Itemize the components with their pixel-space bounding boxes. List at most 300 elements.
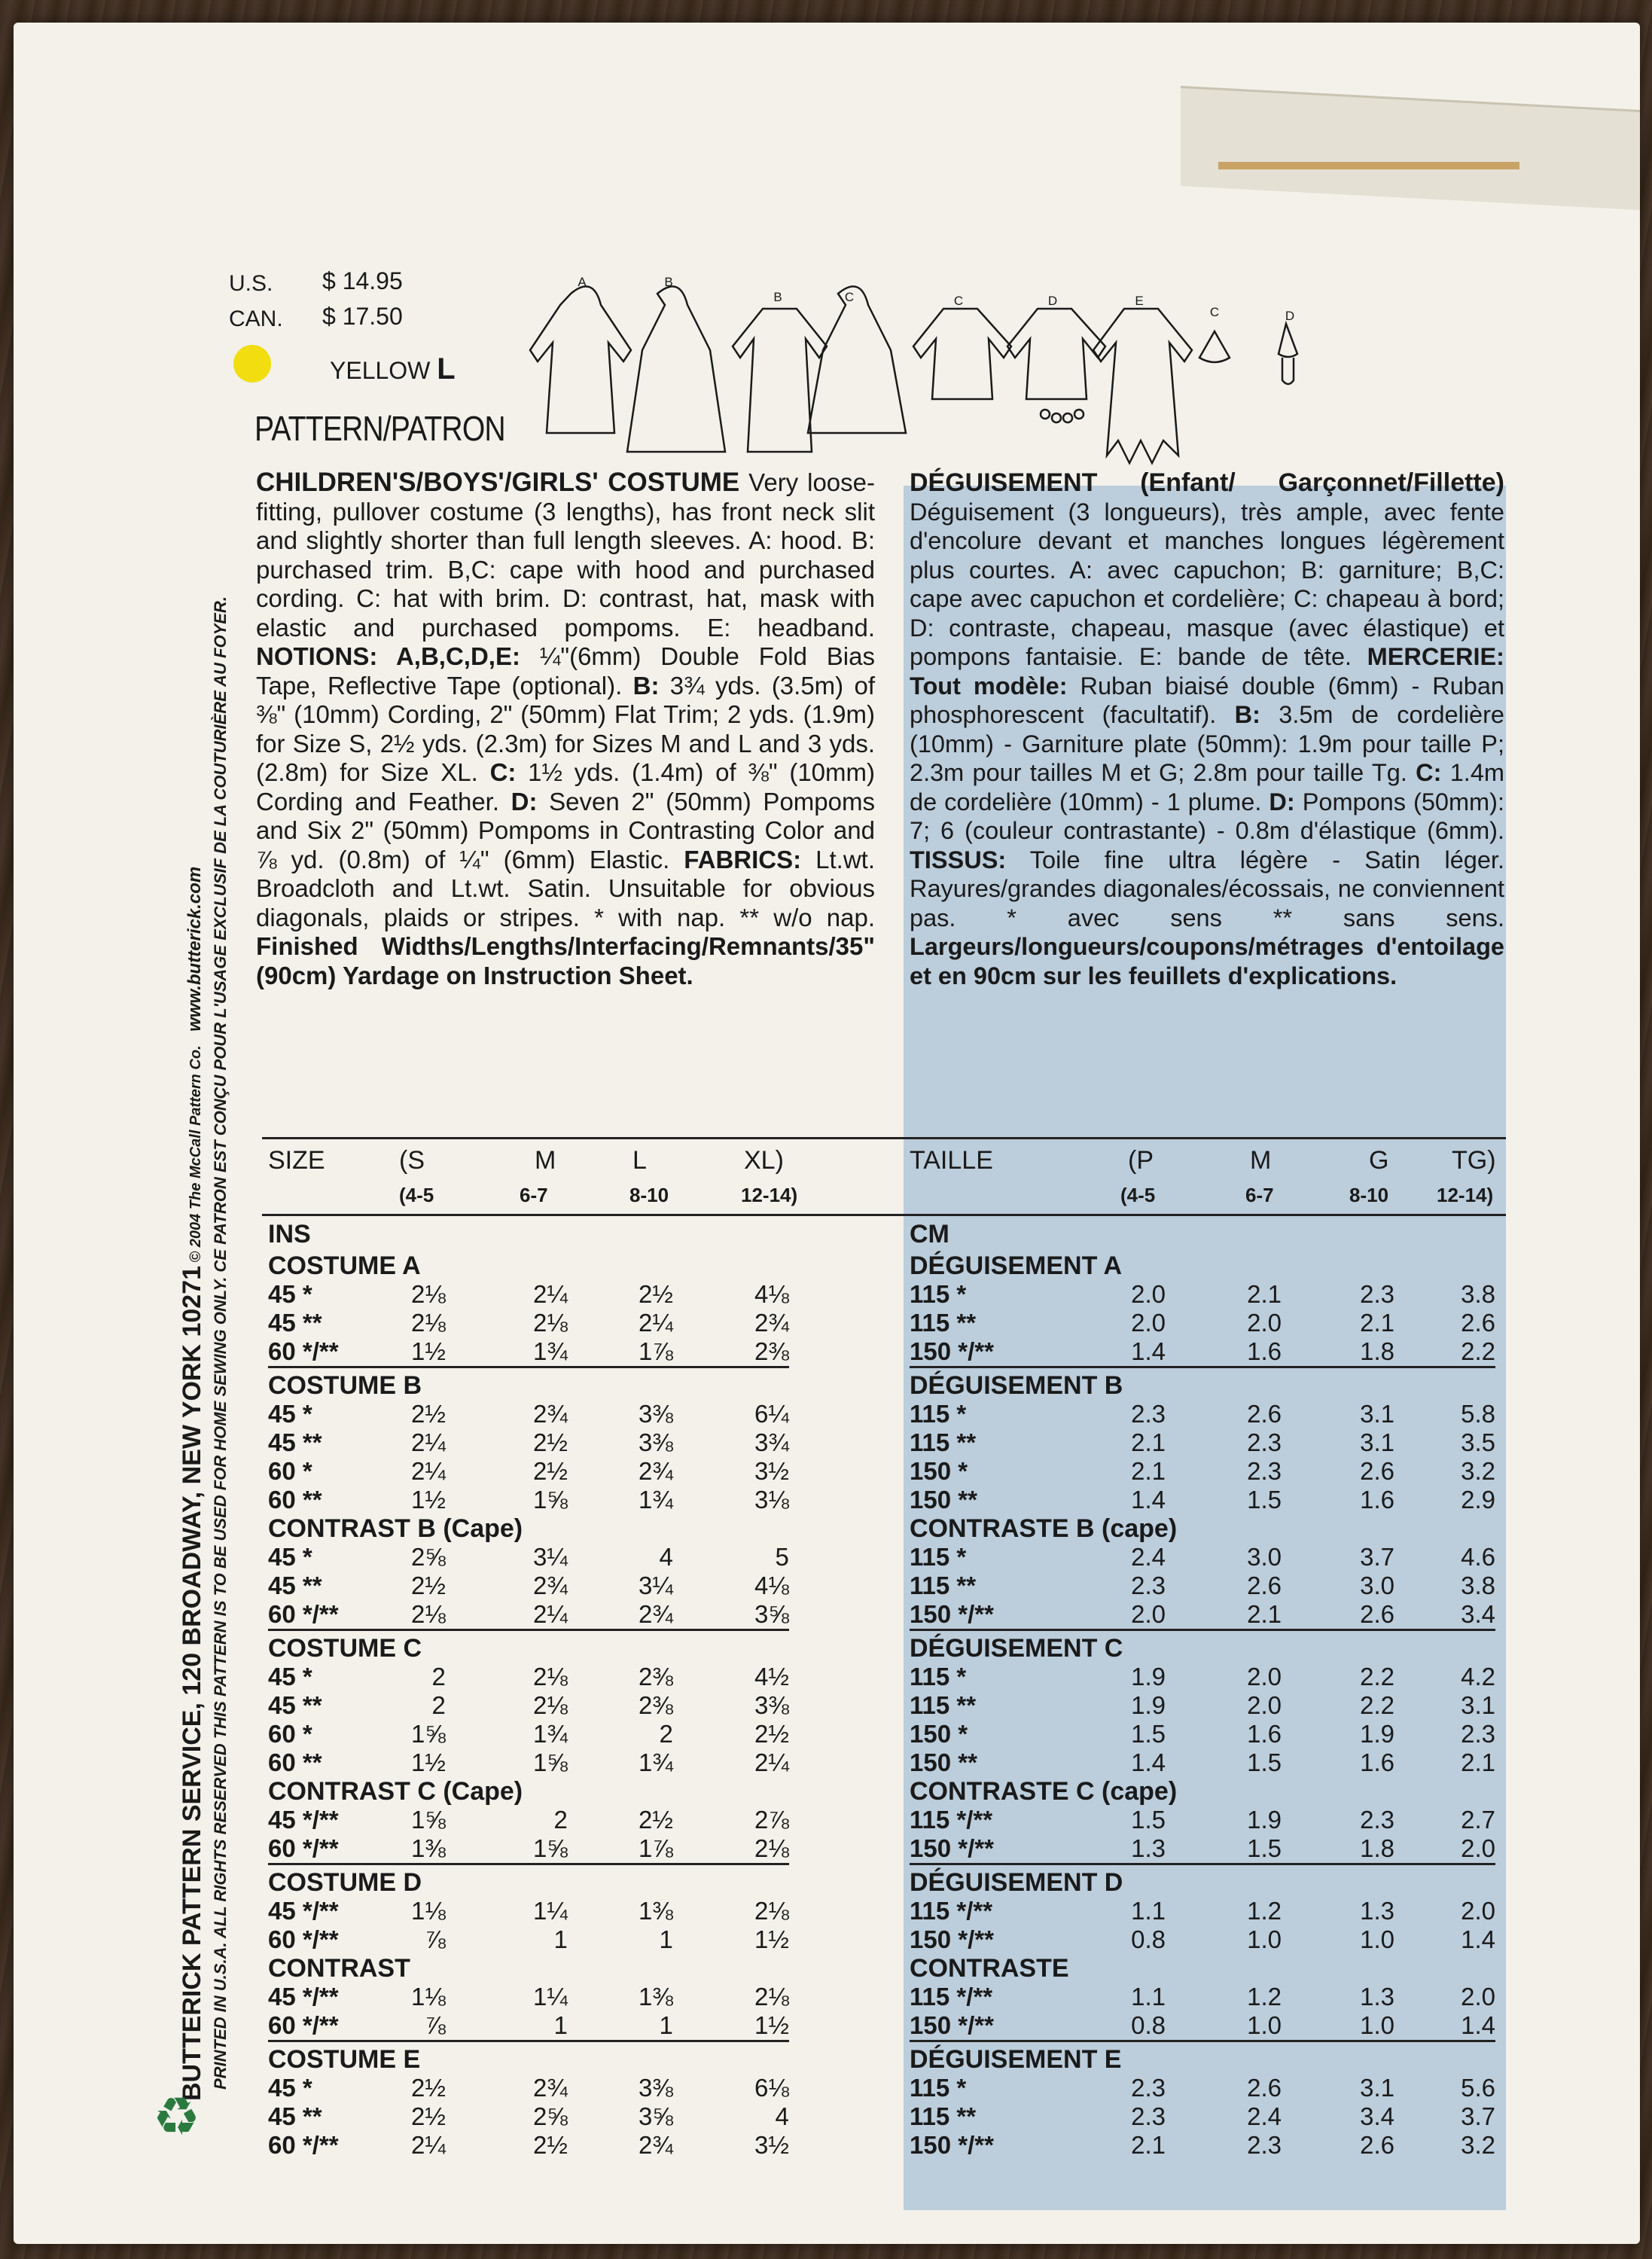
fr-range-p: (4-5 (1120, 1184, 1156, 1206)
table-row (910, 1806, 1495, 1834)
yardage-value: 1½ (411, 1337, 446, 1365)
yardage-value: 1.6 (1360, 1748, 1394, 1776)
yardage-value: 1½ (754, 1925, 789, 1953)
yardage-value: 1¾ (639, 1486, 673, 1514)
yardage-value: 2.1 (1461, 1748, 1495, 1776)
yardage-value: 3⅜ (639, 1400, 673, 1428)
table-row (910, 1983, 1495, 2011)
yardage-value: 0.8 (1131, 1925, 1166, 1953)
yardage-value: 3.8 (1461, 1280, 1495, 1308)
view-label: A (578, 275, 587, 289)
section-row (910, 2045, 1495, 2074)
section-label: DÉGUISEMENT C (910, 1634, 1123, 1663)
fabric-width: 45 ** (268, 1309, 322, 1337)
unit-cm: CM (910, 1220, 949, 1248)
yardage-value: 2⅛ (754, 1983, 789, 2011)
section-row (910, 1514, 1495, 1543)
yardage-value: 2⅜ (639, 1663, 673, 1690)
table-row (268, 2131, 789, 2160)
header-top-rule (262, 1137, 1506, 1139)
yardage-value: 2⅛ (533, 1309, 568, 1337)
section-label: DÉGUISEMENT A (910, 1251, 1123, 1280)
yardage-value: 3¼ (533, 1543, 568, 1571)
yardage-value: 2.6 (1360, 1457, 1394, 1485)
yardage-value: 1.9 (1131, 1663, 1166, 1690)
table-row (910, 1400, 1495, 1428)
yardage-table-cm (910, 1251, 1495, 2160)
yardage-value: 2.7 (1461, 1806, 1495, 1834)
fabric-width: 45 */** (268, 1897, 339, 1925)
section-label: CONTRASTE B (cape) (910, 1514, 1178, 1543)
yardage-value: 6¼ (754, 1400, 789, 1428)
yardage-value: 2 (553, 1806, 568, 1834)
yardage-value: 2.6 (1360, 2131, 1394, 2159)
yardage-value: 2¾ (533, 1572, 568, 1599)
table-row (910, 1925, 1495, 1954)
table-row (268, 1486, 789, 1514)
table-row (910, 1720, 1495, 1748)
yardage-value: 2.1 (1247, 1600, 1282, 1628)
yardage-value: 1.5 (1247, 1834, 1282, 1862)
table-row (268, 1897, 789, 1925)
yardage-value: 1⅛ (411, 1897, 446, 1925)
section-row (910, 1777, 1495, 1806)
yardage-value: 1¾ (533, 1720, 568, 1748)
table-row (910, 1280, 1495, 1309)
table-row (268, 1834, 789, 1864)
us-label: U.S. (229, 271, 273, 296)
yardage-value: 2¼ (533, 1280, 568, 1308)
svg-text:E: E (1135, 294, 1144, 308)
yardage-value: 2.3 (1131, 2074, 1166, 2102)
yardage-value: 1⅝ (533, 1834, 568, 1862)
yardage-value: 2⅜ (754, 1337, 789, 1365)
yardage-value: 1.8 (1360, 1834, 1394, 1862)
yardage-value: 1 (659, 1925, 673, 1953)
yardage-value: 1½ (411, 1748, 446, 1776)
svg-text:B: B (664, 275, 673, 289)
yardage-value: 3¾ (754, 1428, 789, 1456)
fabric-width: 45 ** (268, 1691, 322, 1719)
fabric-width: 150 ** (910, 1486, 977, 1514)
can-label: CAN. (229, 306, 283, 331)
yardage-value: 2⅛ (411, 1309, 446, 1337)
table-row (268, 1280, 789, 1309)
yardage-value: 2¼ (411, 1428, 446, 1456)
fabric-width: 60 */** (268, 1337, 339, 1365)
fabric-width: 60 */** (268, 2131, 339, 2159)
fabric-width: 150 */** (910, 2131, 994, 2159)
yardage-value: 1.4 (1131, 1486, 1166, 1514)
fabric-width: 115 * (910, 1663, 967, 1690)
table-row (268, 1457, 789, 1486)
fabric-width: 115 ** (910, 1309, 977, 1337)
range-m: 6-7 (520, 1184, 548, 1206)
yardage-value: 2½ (533, 1457, 568, 1485)
yardage-value: 2⅝ (533, 2102, 568, 2130)
table-row (910, 1486, 1495, 1514)
section-label: DÉGUISEMENT D (910, 1868, 1123, 1897)
fabric-width: 115 * (910, 2074, 967, 2102)
yardage-value: 2.3 (1461, 1720, 1495, 1748)
fabric-width: 115 ** (910, 1691, 977, 1719)
table-row (268, 1806, 789, 1834)
yardage-value: 3.1 (1360, 2074, 1394, 2102)
yardage-value: 2.0 (1461, 1897, 1495, 1925)
section-label: COSTUME A (268, 1251, 421, 1280)
yardage-value: 2.2 (1360, 1663, 1394, 1690)
table-row (268, 1337, 789, 1367)
fabric-width: 150 * (910, 1720, 968, 1748)
yardage-value: 2⅛ (754, 1897, 789, 1925)
yardage-value: 2.0 (1461, 1834, 1495, 1862)
publisher-sidebar: BUTTERICK PATTERN SERVICE, 120 BROADWAY, NEW YORK 10271 © 2004 The McCall Pattern Co. www.butterick.com (178, 866, 206, 2101)
yardage-value: 2.6 (1247, 1572, 1282, 1599)
section-label: CONTRASTE C (cape) (910, 1777, 1178, 1806)
yardage-value: 1¾ (639, 1748, 673, 1776)
yardage-value: 2½ (639, 1280, 673, 1308)
table-row (268, 2074, 789, 2102)
section-row (268, 1251, 789, 1280)
fabric-width: 150 */** (910, 1834, 994, 1862)
size-m: M (535, 1146, 556, 1175)
yardage-value: 4⅛ (754, 1572, 789, 1599)
table-row (910, 1897, 1495, 1925)
fabric-width: 45 * (268, 2074, 312, 2102)
fabric-width: 60 ** (268, 1486, 322, 1514)
fabric-width: 115 */** (910, 1983, 993, 2011)
yardage-value: 2.1 (1131, 1428, 1166, 1456)
yardage-value: 2.0 (1247, 1691, 1282, 1719)
yardage-value: 2 (431, 1663, 446, 1690)
table-row (268, 1572, 789, 1600)
yardage-value: 1.8 (1360, 1337, 1394, 1365)
section-row (268, 1777, 789, 1806)
fabric-width: 60 */** (268, 2011, 339, 2039)
yardage-value: 1.3 (1131, 1834, 1166, 1862)
section-label: COSTUME E (268, 2045, 421, 2074)
fabric-width: 115 ** (910, 1572, 977, 1599)
fabric-width: 60 ** (268, 1748, 322, 1776)
table-row (910, 1691, 1495, 1720)
fabric-width: 45 */** (268, 1806, 339, 1834)
fabric-width: 60 * (268, 1720, 312, 1748)
fr-range-tg: 12-14) (1437, 1184, 1494, 1206)
yardage-value: 1.2 (1247, 1983, 1282, 2011)
svg-text:C: C (844, 290, 855, 304)
table-row (268, 1400, 789, 1428)
yardage-value: 3.4 (1360, 2102, 1394, 2130)
yardage-value: 1⅝ (411, 1720, 446, 1748)
yardage-value: 4⅛ (754, 1280, 789, 1308)
yardage-value: 2.6 (1461, 1309, 1495, 1337)
yardage-value: 3⅜ (639, 1428, 673, 1456)
fabric-width: 150 */** (910, 2011, 994, 2039)
yardage-value: 5.6 (1461, 2074, 1495, 2102)
yardage-value: 3⅝ (639, 2102, 673, 2130)
table-row (268, 2011, 789, 2041)
table-row (268, 1983, 789, 2011)
yardage-value: 1.0 (1360, 1925, 1394, 1953)
table-row (268, 2102, 789, 2131)
taille-tg: TG) (1452, 1146, 1496, 1175)
fabric-width: 45 ** (268, 1428, 322, 1456)
yardage-value: 2.0 (1131, 1280, 1166, 1308)
yardage-value: 3⅝ (754, 1600, 789, 1628)
yardage-value: 4.6 (1461, 1543, 1495, 1571)
yardage-value: ⅞ (425, 1925, 446, 1953)
section-label: CONTRASTE (910, 1954, 1069, 1983)
yardage-value: 2.0 (1247, 1309, 1282, 1337)
yardage-value: 3.2 (1461, 1457, 1495, 1485)
yardage-value: 4½ (754, 1663, 789, 1690)
yardage-value: 2.3 (1131, 2102, 1166, 2130)
yardage-value: 2¾ (639, 2131, 673, 2159)
yardage-value: 2⅛ (411, 1280, 446, 1308)
fabric-width: 115 */** (910, 1806, 993, 1834)
yardage-value: 2.3 (1131, 1572, 1166, 1599)
yardage-value: 1½ (754, 2011, 789, 2039)
yardage-value: 1.5 (1131, 1720, 1166, 1748)
yardage-value: 1.4 (1461, 1925, 1495, 1953)
fr-range-g: 8-10 (1349, 1184, 1389, 1206)
table-row (268, 1925, 789, 1954)
yardage-value: 2¼ (639, 1309, 673, 1337)
yardage-value: 2½ (754, 1720, 789, 1748)
envelope-flap-band (1218, 162, 1519, 169)
section-row (910, 1868, 1495, 1897)
yardage-value: 2½ (411, 2074, 446, 2102)
table-row (910, 1543, 1495, 1572)
yardage-value: 2½ (411, 1400, 446, 1428)
section-row (268, 1954, 789, 1983)
yardage-table-inches (268, 1251, 789, 2160)
yardage-value: 2.3 (1360, 1806, 1394, 1834)
us-price: $ 14.95 (322, 267, 403, 294)
yardage-value: 2¾ (754, 1309, 789, 1337)
yardage-value: 1.6 (1247, 1337, 1282, 1365)
yardage-value: 5.8 (1461, 1400, 1495, 1428)
fabric-width: 115 ** (910, 1428, 977, 1456)
yardage-value: 2.0 (1461, 1983, 1495, 2011)
english-description: CHILDREN'S/BOYS'/GIRLS' COSTUME Very loose-fitting, pullover costume (3 lengths), has front neck slit and slightly shorter than full length sleeves. A: hood. B: purchased trim. B,C: cape with hood and purchased cording. C: hat with brim. D: contrast, hat, mask with elastic and purchased pompoms. E: headband. NOTIONS: A,B,C,D,E: ¼"(6mm) Double Fold Bias Tape, Reflective Tape (optional). B: 3¾ yds. (3.5m) of ⅜" (10mm) Cording, 2" (50mm) Flat Trim; 2 yds. (1.9m) for Size S, 2½ yds. (2.3m) for Sizes M and L and 3 yds. (2.8m) for Size XL. C: 1½ yds. (1.4m) of ⅜" (10mm) Cording and Feather. D: Seven 2" (50mm) Pompoms and Six 2" (50mm) Pompoms in Contrasting Color and ⅞ yd. (0.8m) of ¼" (6mm) Elastic. FABRICS: Lt.wt. Broadcloth and Lt.wt. Satin. Unsuitable for obvious diagonals, plaids or stripes. * with nap. ** w/o nap. Finished Widths/Lengths/Interfacing/Remnants/35" (90cm) Yardage on Instruction Sheet. (256, 468, 876, 989)
yardage-value: 2⅛ (754, 1834, 789, 1862)
yardage-value: 2.0 (1131, 1309, 1166, 1337)
yardage-value: 1⅜ (639, 1897, 673, 1925)
yardage-value: 2⅝ (411, 1543, 446, 1571)
yardage-value: 2.6 (1247, 1400, 1282, 1428)
fabric-width: 45 * (268, 1543, 312, 1571)
fabric-width: 150 ** (910, 1748, 977, 1776)
yardage-value: 3¼ (639, 1572, 673, 1599)
fabric-width: 150 */** (910, 1337, 994, 1365)
section-row (910, 1251, 1495, 1280)
table-row (910, 2102, 1495, 2131)
yardage-value: 2⅜ (639, 1691, 673, 1719)
fabric-width: 150 */** (910, 1925, 994, 1953)
size-label: SIZE (268, 1146, 325, 1175)
yardage-value: 4 (659, 1543, 673, 1571)
yardage-value: 1.3 (1360, 1983, 1394, 2011)
yardage-value: 3.7 (1360, 1543, 1394, 1571)
yardage-value: 2½ (411, 2102, 446, 2130)
taille-g: G (1369, 1146, 1389, 1175)
fabric-width: 150 * (910, 1457, 968, 1485)
section-label: CONTRAST C (Cape) (268, 1777, 523, 1806)
table-row (268, 1691, 789, 1720)
yardage-value: 2 (431, 1691, 446, 1719)
section-row (268, 1371, 789, 1400)
fabric-width: 60 */** (268, 1834, 339, 1862)
yardage-value: 3.0 (1360, 1572, 1394, 1599)
table-row (910, 1309, 1495, 1337)
table-row (910, 1748, 1495, 1777)
yardage-value: 1⅛ (411, 1983, 446, 2011)
yardage-value: 3½ (754, 1457, 789, 1485)
yardage-value: 1.6 (1360, 1486, 1394, 1514)
table-row (268, 1600, 789, 1630)
yardage-value: 1.1 (1131, 1983, 1166, 2011)
rights-sidebar: PRINTED IN U.S.A. ALL RIGHTS RESERVED THIS PATTERN IS TO BE USED FOR HOME SEWING ONLY. CE PATRON EST CONÇU POUR L'USAGE EXCLUSIF DE LA COUTURIÈRE AU FOYER. (211, 596, 230, 2090)
yardage-value: 1.9 (1247, 1806, 1282, 1834)
yardage-value: 1⅜ (411, 1834, 446, 1862)
fabric-width: 45 ** (268, 1572, 322, 1599)
yardage-value: 1 (553, 2011, 568, 2039)
size-s: (S (399, 1146, 425, 1175)
section-label: COSTUME D (268, 1868, 422, 1897)
table-row (910, 1428, 1495, 1457)
table-row (910, 2011, 1495, 2041)
table-row (268, 1309, 789, 1337)
yardage-value: 2.0 (1247, 1663, 1282, 1690)
taille-p: (P (1128, 1146, 1154, 1175)
yardage-value: 2½ (639, 1806, 673, 1834)
yardage-value: 2.6 (1360, 1600, 1394, 1628)
section-row (910, 1371, 1495, 1400)
table-row (910, 1834, 1495, 1864)
yardage-value: 2.9 (1461, 1486, 1495, 1514)
table-row (910, 2131, 1495, 2160)
table-row (268, 1428, 789, 1457)
yardage-value: 1.0 (1247, 1925, 1282, 1953)
yardage-value: 3.8 (1461, 1572, 1495, 1599)
yardage-value: 1.6 (1247, 1720, 1282, 1748)
yardage-value: 1 (659, 2011, 673, 2039)
yardage-value: 1½ (411, 1486, 446, 1514)
envelope-flap (1181, 86, 1640, 210)
table-row (910, 2074, 1495, 2102)
yardage-value: 4.2 (1461, 1663, 1495, 1690)
fabric-width: 45 */** (268, 1983, 339, 2011)
yardage-value: 1.4 (1461, 2011, 1495, 2039)
fabric-width: 150 */** (910, 1600, 994, 1628)
yardage-value: 2.4 (1131, 1543, 1166, 1571)
yardage-value: 2⅞ (754, 1806, 789, 1834)
yardage-value: 3.2 (1461, 2131, 1495, 2159)
svg-text:C: C (953, 294, 964, 308)
fabric-width: 45 * (268, 1400, 312, 1428)
yardage-value: 2¾ (533, 1400, 568, 1428)
fabric-width: 45 * (268, 1663, 312, 1690)
yardage-value: 1.5 (1247, 1486, 1282, 1514)
yardage-value: 2.1 (1247, 1280, 1282, 1308)
yardage-value: 1⅞ (639, 1834, 673, 1862)
fabric-width: 115 * (910, 1280, 967, 1308)
table-row (268, 1543, 789, 1572)
color-size-label: YELLOW L (330, 352, 456, 386)
svg-text:B: B (773, 290, 782, 304)
recycle-icon: ♻ (153, 2087, 200, 2146)
yardage-value: 3⅜ (639, 2074, 673, 2102)
table-row (268, 1720, 789, 1748)
yardage-value: 3.1 (1360, 1428, 1394, 1456)
yardage-value: 2¼ (411, 2131, 446, 2159)
range-l: 8-10 (629, 1184, 669, 1206)
taille-m: M (1250, 1146, 1272, 1175)
section-row (910, 1954, 1495, 1983)
yardage-value: 0.8 (1131, 2011, 1166, 2039)
yardage-value: 1.9 (1131, 1691, 1166, 1719)
range-xl: 12-14) (741, 1184, 798, 1206)
yardage-value: 2.4 (1247, 2102, 1282, 2130)
svg-text:C: C (1209, 305, 1220, 319)
yardage-value: 1.0 (1247, 2011, 1282, 2039)
yardage-value: 2¾ (639, 1600, 673, 1628)
garment-views-illustration (526, 271, 1354, 474)
yardage-value: 1 (553, 1925, 568, 1953)
yardage-value: 1.3 (1360, 1897, 1394, 1925)
yardage-value: 2.3 (1360, 1280, 1394, 1308)
yardage-value: 2¼ (411, 1457, 446, 1485)
header-bottom-rule (262, 1214, 1506, 1216)
section-label: COSTUME B (268, 1371, 422, 1400)
yardage-value: 2.3 (1131, 1400, 1166, 1428)
yardage-value: 1.0 (1360, 2011, 1394, 2039)
fabric-width: 60 */** (268, 1925, 339, 1953)
size-l: L (632, 1146, 647, 1175)
section-label: CONTRAST (268, 1954, 410, 1983)
yardage-value: 1.5 (1247, 1748, 1282, 1776)
yardage-value: 2.6 (1247, 2074, 1282, 2102)
yardage-value: 5 (775, 1543, 789, 1571)
yardage-value: 2¾ (639, 1457, 673, 1485)
yardage-value: 1.9 (1360, 1720, 1394, 1748)
fabric-width: 115 ** (910, 2102, 977, 2130)
section-label: CONTRAST B (Cape) (268, 1514, 523, 1543)
taille-label: TAILLE (910, 1146, 993, 1175)
yardage-value: 1.4 (1131, 1748, 1166, 1776)
section-row (910, 1634, 1495, 1663)
yardage-value: 1⅝ (533, 1748, 568, 1776)
yardage-value: 2.3 (1247, 2131, 1282, 2159)
yardage-value: 1¼ (533, 1983, 568, 2011)
fabric-width: 45 * (268, 1280, 312, 1308)
pattern-title: PATTERN/PATRON (255, 409, 505, 448)
unit-inches: INS (268, 1220, 311, 1248)
yardage-value: 2 (659, 1720, 673, 1748)
yardage-value: 4 (775, 2102, 789, 2130)
yardage-value: 2⅛ (533, 1663, 568, 1690)
section-label: DÉGUISEMENT E (910, 2045, 1122, 2074)
yardage-value: 2.1 (1360, 1309, 1394, 1337)
yardage-value: 6⅛ (754, 2074, 789, 2102)
yardage-value: 1¼ (533, 1897, 568, 1925)
yardage-value: 3.0 (1247, 1543, 1282, 1571)
yardage-value: 2½ (411, 1572, 446, 1599)
yardage-value: 3.7 (1461, 2102, 1495, 2130)
table-row (268, 1748, 789, 1777)
french-description: DÉGUISEMENT (Enfant/ Garçonnet/Fillette) Déguisement (3 longueurs), très ample, avec fente d'encolure devant et manches longues légèrement plus courtes. A: avec capuchon; B: garniture; B,C: cape avec capuchon et cordelière; C: chapeau à bord; D: contraste, chapeau, masque (avec élastique) et pompons fantaisie. E: bande de tête. MERCERIE: Tout modèle: Ruban biaisé double (6mm) - Ruban phosphorescent (facultatif). B: 3.5m de cordelière (10mm) - Garniture plate (50mm): 1.9m pour taille P; 2.3m pour tailles M et G; 2.8m pour taille Tg. C: 1.4m de cordelière (10mm) - 1 plume. D: Pompons (50mm): 7; 6 (couleur contrastante) - 0.8m d'élastique (6mm). TISSUS: Toile fine ultra légère - Satin léger. Rayures/grandes diagonales/écossais, ne conviennent pas. * avec sens ** sans sens. Largeurs/longueurs/coupons/métrages d'entoilage et en 90cm sur les feuillets d'explications. (910, 468, 1505, 989)
